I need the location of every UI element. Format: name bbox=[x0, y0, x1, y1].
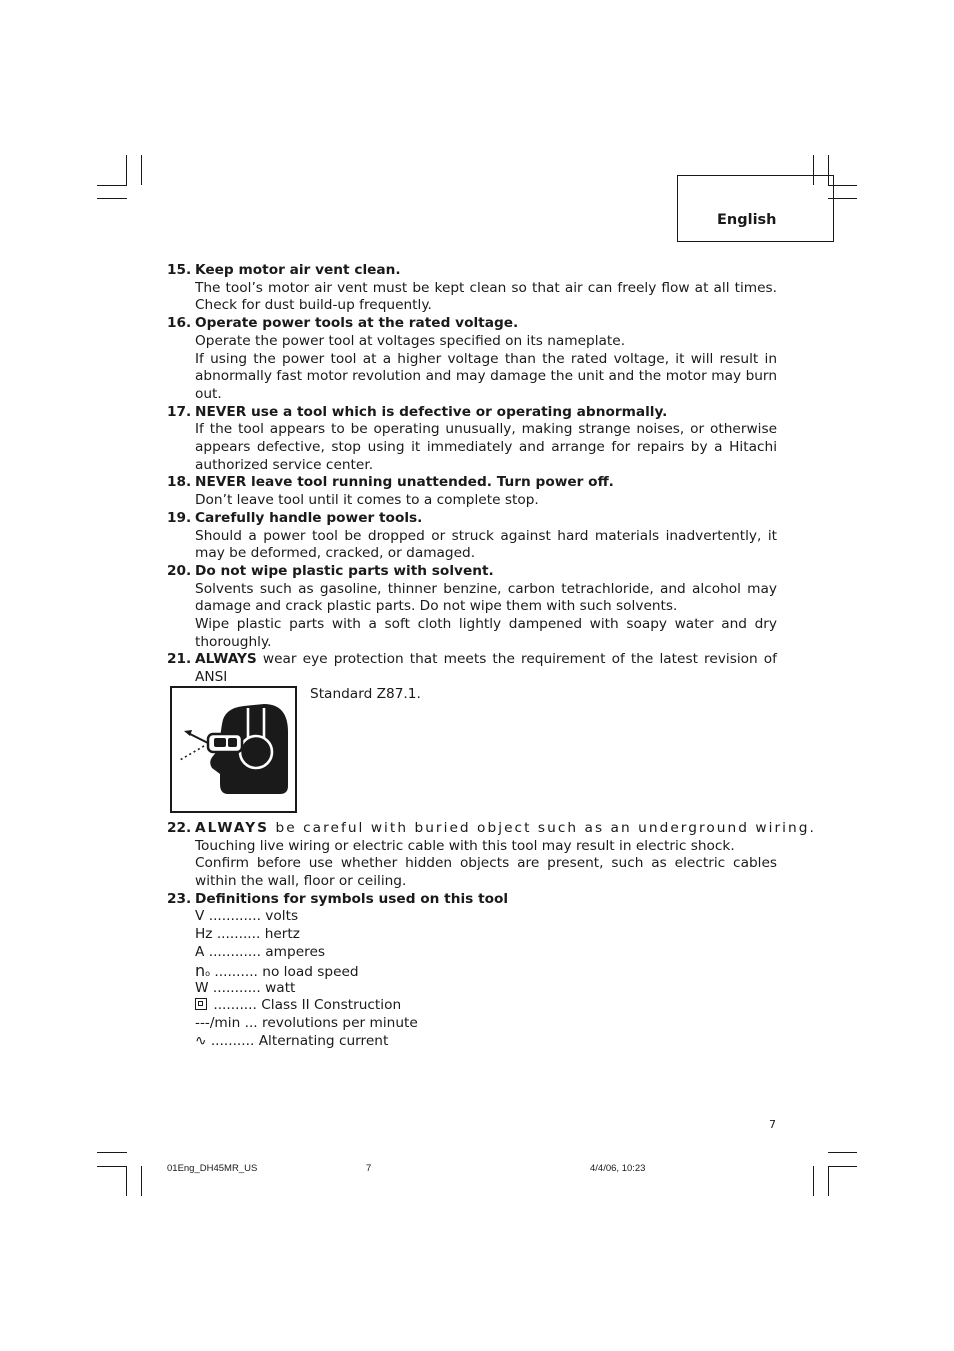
item-number: 23. bbox=[167, 890, 192, 907]
item-number: 16. bbox=[167, 315, 192, 332]
item-text: Solvents such as gasoline, thinner benzine, carbon tetrachloride, and alcohol may damage and crack plastic parts. Do not wipe them with such solvents. bbox=[195, 580, 777, 615]
crop-mark bbox=[97, 1152, 127, 1153]
instruction-item-19 bbox=[167, 510, 777, 563]
item-number: 21. bbox=[167, 651, 192, 668]
crop-mark bbox=[828, 1152, 857, 1153]
item-title: Definitions for symbols used on this tool bbox=[195, 890, 509, 907]
symbol: W bbox=[195, 979, 209, 996]
footer-page: 7 bbox=[366, 1163, 372, 1174]
instruction-item-23 bbox=[167, 891, 777, 1051]
leader-dots: ............ bbox=[204, 908, 266, 925]
instruction-item-21 bbox=[167, 651, 777, 686]
symbol-row bbox=[195, 1033, 777, 1051]
leader-dots: ............ bbox=[204, 943, 266, 960]
symbol-subscript: o bbox=[205, 968, 211, 978]
instruction-item-22 bbox=[167, 819, 816, 891]
item-title: Carefully handle power tools. bbox=[195, 509, 423, 526]
item-text: Operate the power tool at voltages specified on its nameplate. bbox=[195, 332, 626, 349]
class-ii-icon bbox=[195, 998, 207, 1010]
item-title: Do not wipe plastic parts with solvent. bbox=[195, 562, 494, 579]
page-number: 7 bbox=[769, 1118, 776, 1131]
leader-dots: ... bbox=[240, 1015, 263, 1032]
symbol-row bbox=[195, 997, 777, 1015]
item-number: 17. bbox=[167, 403, 192, 420]
language-tab bbox=[677, 175, 834, 242]
symbol: A bbox=[195, 943, 205, 960]
item-number: 19. bbox=[167, 509, 192, 526]
instruction-item-15 bbox=[167, 262, 777, 315]
crop-mark bbox=[141, 1166, 142, 1196]
item-number: 18. bbox=[167, 474, 192, 491]
item-lead: ALWAYS bbox=[195, 651, 257, 668]
item-title: NEVER leave tool running unattended. Turn power off. bbox=[195, 474, 614, 491]
symbol-meaning: hertz bbox=[264, 926, 300, 943]
item-number: 15. bbox=[167, 262, 192, 278]
symbol-meaning: volts bbox=[265, 908, 299, 925]
item-number: 22. bbox=[167, 819, 192, 836]
item-title: Operate power tools at the rated voltage. bbox=[195, 315, 519, 332]
item-text: Confirm before use whether hidden objects are present, such as electric cables within the wall, floor or ceiling. bbox=[195, 855, 777, 889]
symbol-row bbox=[195, 962, 777, 980]
symbol-row bbox=[195, 926, 777, 944]
item-text: Should a power tool be dropped or struck against hard materials inadvertently, it may be deformed, cracked, or damaged. bbox=[195, 527, 777, 562]
item-text: be careful with buried object such as an underground wiring. bbox=[269, 819, 816, 836]
symbol-meaning: no load speed bbox=[262, 963, 359, 980]
crop-mark bbox=[126, 1166, 127, 1196]
symbol: Hz bbox=[195, 926, 213, 943]
symbol-row bbox=[195, 908, 777, 926]
language-label: English bbox=[717, 212, 777, 228]
item-text: Wipe plastic parts with a soft cloth lightly dampened with soapy water and dry thoroughly. bbox=[195, 616, 777, 650]
leader-dots: .......... bbox=[206, 1032, 259, 1049]
item-text: Touching live wiring or electric cable with this tool may result in electric shock. bbox=[195, 837, 735, 854]
symbol: V bbox=[195, 908, 205, 925]
alternating-current-icon: ∿ bbox=[195, 1032, 207, 1049]
instruction-item-16 bbox=[167, 315, 777, 404]
item-title: NEVER use a tool which is defective or operating abnormally. bbox=[195, 403, 668, 420]
eye-protection-icon bbox=[172, 688, 295, 811]
crop-mark bbox=[126, 155, 127, 185]
symbol-row bbox=[195, 1015, 777, 1033]
symbol-meaning: Class II Construction bbox=[261, 997, 402, 1014]
symbol-row bbox=[195, 944, 777, 962]
crop-mark bbox=[141, 155, 142, 185]
item-title: Keep motor air vent clean. bbox=[195, 262, 401, 278]
item-text: If the tool appears to be operating unusually, making strange noises, or otherwise appears defective, stop using it immediately and arrange for repairs by a Hitachi authorized service center. bbox=[195, 421, 777, 473]
crop-mark bbox=[813, 1166, 814, 1196]
symbol-meaning: amperes bbox=[265, 943, 326, 960]
eye-protection-row bbox=[167, 687, 777, 820]
crop-mark bbox=[97, 185, 127, 186]
symbol: n bbox=[195, 960, 206, 980]
leader-dots: .......... bbox=[210, 963, 263, 980]
safety-instructions bbox=[167, 262, 816, 1051]
footer-file-name: 01Eng_DH45MR_US bbox=[167, 1163, 258, 1174]
instruction-item-20 bbox=[167, 563, 777, 652]
crop-mark bbox=[97, 1166, 127, 1167]
crop-mark bbox=[97, 198, 127, 199]
symbol-meaning: watt bbox=[265, 979, 296, 996]
leader-dots: .......... bbox=[209, 997, 262, 1014]
crop-mark bbox=[828, 1166, 829, 1196]
item-text: wear eye protection that meets the requirement of the latest revision of ANSI bbox=[195, 651, 777, 686]
item-number: 20. bbox=[167, 562, 192, 579]
item-text: Standard Z87.1. bbox=[310, 685, 421, 702]
instruction-item-17 bbox=[167, 404, 777, 475]
crop-mark bbox=[828, 1166, 857, 1167]
item-text: Don’t leave tool until it comes to a complete stop. bbox=[195, 492, 539, 509]
footer-date: 4/4/06, 10:23 bbox=[590, 1163, 646, 1174]
symbol: ---/min bbox=[195, 1015, 241, 1032]
symbol-meaning: revolutions per minute bbox=[262, 1015, 418, 1032]
symbol-row bbox=[195, 980, 777, 998]
leader-dots: ........... bbox=[208, 979, 266, 996]
item-text: The tool’s motor air vent must be kept clean so that air can freely flow at all times. Check for dust build-up frequently. bbox=[195, 279, 777, 314]
item-lead: ALWAYS bbox=[195, 819, 270, 836]
eye-protection-pictogram bbox=[170, 686, 297, 813]
item-text: If using the power tool at a higher voltage than the rated voltage, it will result in abnormally fast motor revolution and may damage the unit and the motor may burn out. bbox=[195, 350, 777, 402]
leader-dots: .......... bbox=[212, 926, 265, 943]
symbol-meaning: Alternating current bbox=[258, 1032, 389, 1049]
instruction-item-18 bbox=[167, 474, 777, 509]
